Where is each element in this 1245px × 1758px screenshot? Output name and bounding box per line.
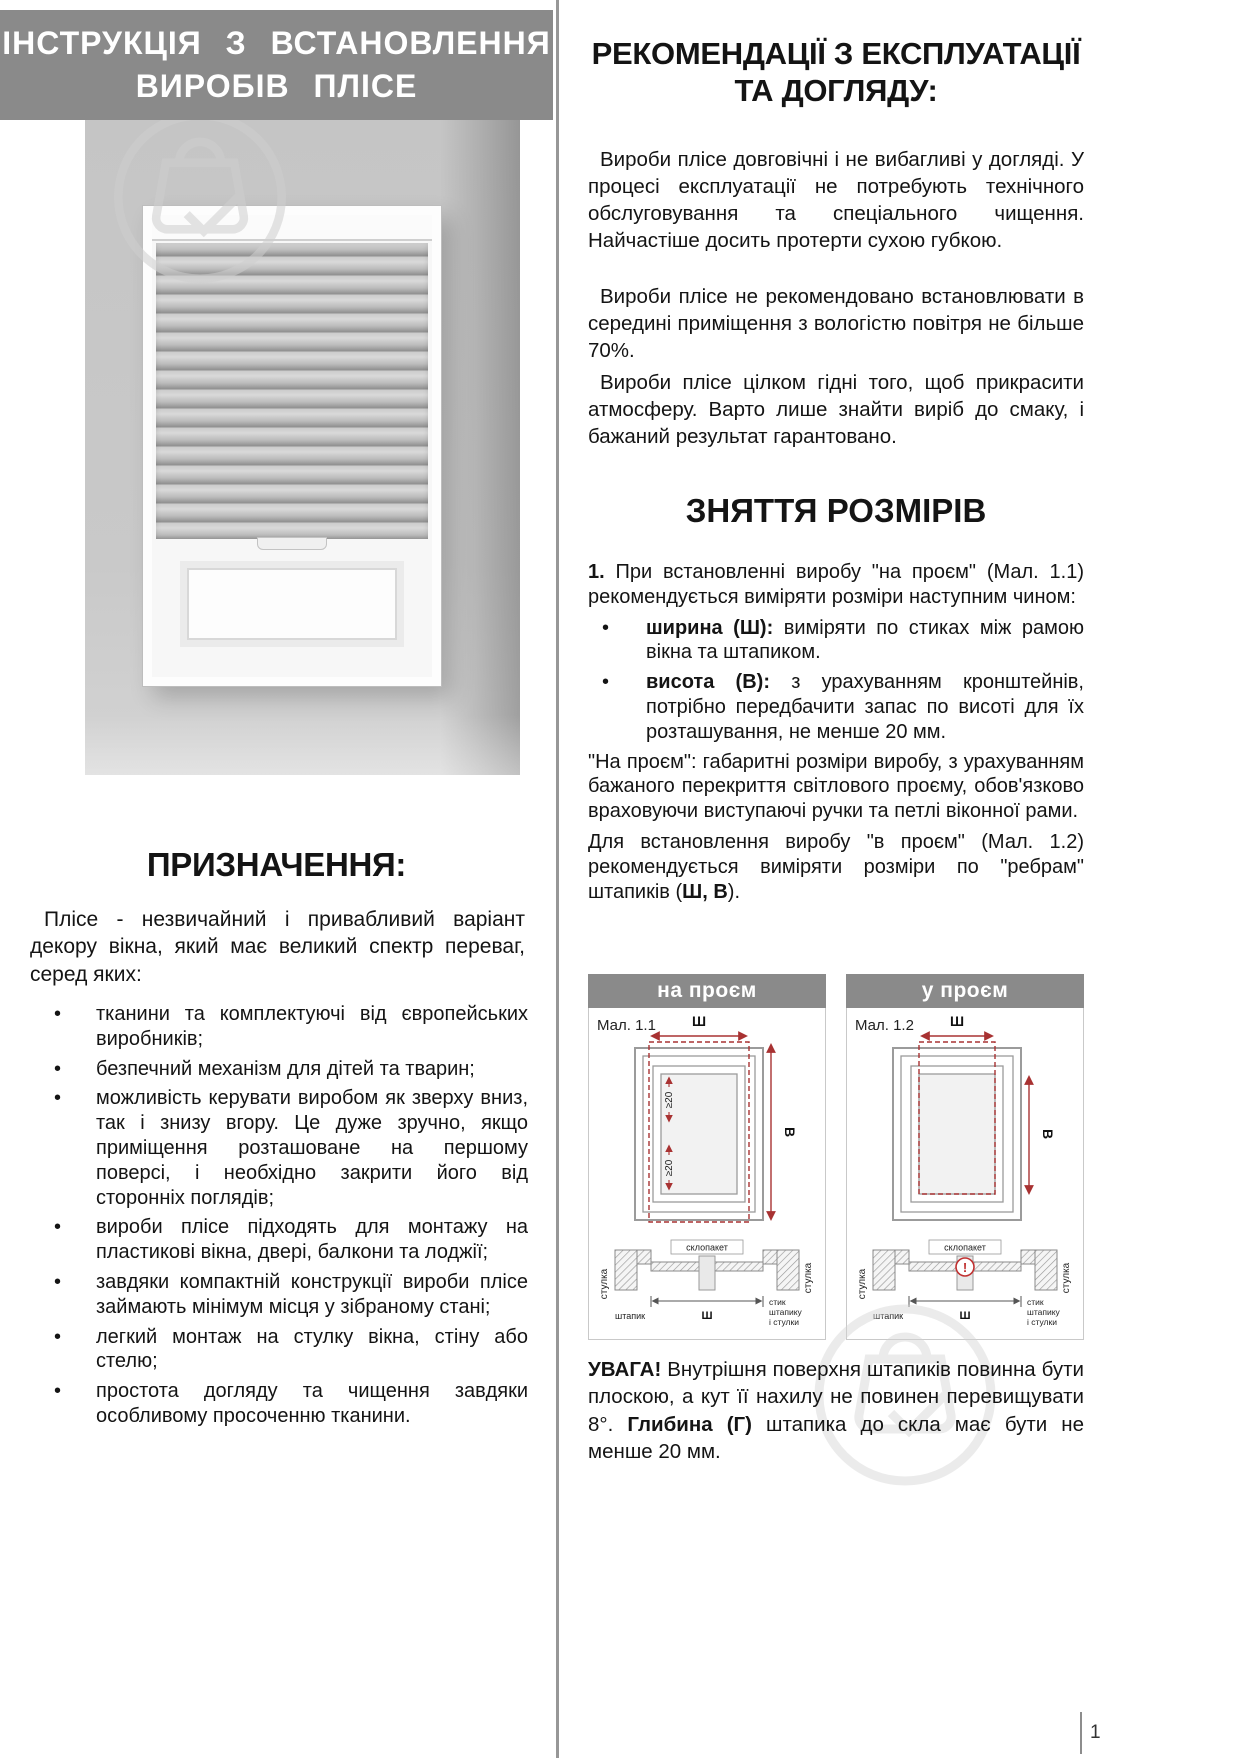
- width-dim-label: Ш: [949, 1013, 965, 1029]
- warning-mark-icon: !: [962, 1260, 968, 1275]
- list-item: [44, 1215, 528, 1265]
- list-item: [588, 616, 1084, 666]
- measure-v-proem-paragraph: [588, 830, 1084, 904]
- left-header-line1: ІНСТРУКЦІЯ З ВСТАНОВЛЕННЯ: [2, 24, 551, 61]
- care-paragraph: Вироби плісе не рекомендовано встановлювати в середині приміщення з вологістю повітря не більше 70%.: [588, 285, 1084, 363]
- list-item-text: • вироби плісе підходять для монтажу на пластикові вікна, двері, балкони та лоджії;: [96, 1216, 528, 1264]
- sash-label: стулка: [1061, 1262, 1072, 1294]
- cross-section: [599, 1240, 814, 1327]
- window-diagram-na-proem: [589, 1008, 825, 1336]
- list-item: [44, 1379, 528, 1429]
- list-item-text: • безпечний механізм для дітей та тварин;: [96, 1057, 475, 1080]
- list-item-text: • тканини та комплектуючі від європейських виробників;: [96, 1003, 528, 1050]
- list-item: [588, 670, 1084, 744]
- cross-section: [857, 1240, 1072, 1327]
- diagram-panel-u-proem: [846, 974, 1084, 1340]
- page-number: 1: [1090, 1722, 1101, 1743]
- step-number: 1.: [588, 561, 605, 583]
- joint-label-line3: і стулки: [769, 1317, 799, 1327]
- warning-paragraph: [588, 1356, 1084, 1465]
- gte20-label: ≥20: [664, 1159, 675, 1177]
- bead-label: штапик: [615, 1311, 646, 1321]
- list-item-text: • легкий монтаж на стулку вікна, стіну або стелю;: [96, 1325, 528, 1373]
- warning-lead: УВАГА!: [588, 1358, 662, 1381]
- diagram-caption: Мал. 1.1: [597, 1017, 656, 1034]
- diagram-caption: Мал. 1.2: [855, 1017, 914, 1034]
- measure-title: ЗНЯТТЯ РОЗМІРІВ: [685, 492, 987, 529]
- width-dim-label: Ш: [959, 1310, 971, 1322]
- step-text: При встановленні виробу "на проєм" (Мал. 1.1) рекомендується виміряти розміри наступним чином:: [588, 561, 1084, 608]
- wall-floor-glow: [85, 715, 520, 775]
- care-paragraph: Вироби плісе довговічні і не вибагливі у догляді. У процесі експлуатації не потребують технічного обслуговування та спеціального чищення. Найчастіше досить протерти сухою губкою.: [588, 148, 1084, 253]
- joint-label-line2: штапику: [769, 1307, 802, 1317]
- height-dim-label: В: [782, 1126, 798, 1138]
- list-item-text: • простота догляду та чищення завдяки особливому просоченню тканини.: [96, 1380, 528, 1427]
- window-photo: [85, 120, 520, 775]
- glass-unit-label: склопакет: [686, 1242, 728, 1253]
- v-proem-text: Для встановлення виробу "в проєм" (Мал. 1.2) рекомендується виміряти розміри по "ребрам" штапиків (: [588, 830, 1084, 903]
- blind-handle: [257, 537, 327, 550]
- width-dim-label: Ш: [691, 1013, 707, 1029]
- care-title: [588, 36, 1084, 109]
- list-item: [44, 1002, 528, 1052]
- joint-label-line2: штапику: [1027, 1307, 1060, 1317]
- list-item-body: з урахуванням кронштейнів, потрібно передбачити запас по висоті для їх розташування, не менше 20 мм.: [646, 671, 1084, 743]
- list-item-text: • завдяки компактній конструкції вироби плісе займають мінімум місця у зібраному стані;: [96, 1270, 528, 1318]
- list-item: [44, 1270, 528, 1320]
- width-dim-label: Ш: [701, 1310, 713, 1322]
- footer-rule: [1080, 1712, 1082, 1754]
- v-proem-bold: Ш, В: [682, 880, 728, 903]
- height-dim-label: В: [1040, 1128, 1056, 1140]
- warning-text-b: штапика до скла має бути не менше 20 мм.: [588, 1412, 1084, 1463]
- list-item-text: • можливість керувати виробом як зверху вниз, так і знизу вгору. Це дуже зручно, якщо приміщення розташоване на першому поверсі, і необхідно закрити його від сторонніх поглядів;: [96, 1087, 528, 1209]
- warning-text-a: Внутрішня поверхня штапиків повинна бути плоскою, а кут її нахилу не повинен перевищувати 8°.: [588, 1358, 1084, 1436]
- diagram-header: на проєм: [588, 974, 826, 1008]
- wall-shadow: [440, 120, 520, 775]
- purpose-title: ПРИЗНАЧЕННЯ:: [146, 846, 407, 883]
- measure-na-proem-paragraph: "На проєм": габаритні розміри виробу, з урахуванням бажаного перекриття світлового проєму, обов'язково враховуючи виступаючі ручки та петлі віконної рами.: [588, 750, 1084, 823]
- glass-unit-label: склопакет: [944, 1242, 986, 1253]
- diagram-header: у проєм: [846, 974, 1084, 1008]
- sash-label: стулка: [599, 1268, 610, 1300]
- list-item-text: [646, 670, 1084, 744]
- measure-list: [588, 616, 1084, 745]
- diagram-panel-na-proem: [588, 974, 826, 1340]
- measure-section: [588, 560, 1084, 910]
- column-divider: [556, 0, 559, 1758]
- diagram-body: [588, 1008, 826, 1340]
- care-title-line1: РЕКОМЕНДАЦІЇ З ЕКСПЛУАТАЦІЇ: [591, 36, 1081, 71]
- list-item-lead: ширина (Ш):: [646, 616, 774, 639]
- window-diagram-u-proem: [847, 1008, 1083, 1336]
- window-frame: [143, 206, 441, 686]
- list-item-body: виміряти по стиках між рамою вікна та штапиком.: [646, 616, 1084, 664]
- gte20-label: ≥20: [664, 1091, 675, 1109]
- joint-label-line1: стик: [769, 1297, 786, 1307]
- left-header-banner: [0, 10, 553, 120]
- list-item: [44, 1086, 528, 1210]
- list-item-lead: висота (В):: [646, 671, 770, 694]
- list-item: [44, 1325, 528, 1375]
- left-header-line2: ВИРОБІВ ПЛІСЕ: [135, 68, 418, 104]
- blind-top-rail: [152, 215, 432, 241]
- warning-bold: Глибина (Г): [627, 1412, 752, 1436]
- purpose-list: [44, 1002, 528, 1434]
- bead-label: штапик: [873, 1311, 904, 1321]
- purpose-intro: Плісе - незвичайний і привабливий варіант декору вікна, який має великий спектр переваг, серед яких:: [30, 908, 525, 986]
- sash-label: стулка: [857, 1268, 868, 1300]
- pleated-blind: [156, 243, 428, 539]
- v-proem-text-end: ).: [727, 880, 741, 903]
- joint-label-line3: і стулки: [1027, 1317, 1057, 1327]
- care-title-line2: ТА ДОГЛЯДУ:: [734, 72, 938, 108]
- diagram-body: [846, 1008, 1084, 1340]
- list-item-text: [646, 616, 1084, 666]
- list-item: [44, 1057, 528, 1082]
- diagrams-row: [588, 974, 1084, 1340]
- joint-label-line1: стик: [1027, 1297, 1044, 1307]
- window-glass: [180, 561, 404, 647]
- sash-label: стулка: [803, 1262, 814, 1294]
- measure-step1: [588, 560, 1084, 610]
- care-paragraph: Вироби плісе цілком гідні того, щоб прикрасити атмосферу. Варто лише знайти виріб до смаку, і бажаний результат гарантовано.: [588, 371, 1084, 449]
